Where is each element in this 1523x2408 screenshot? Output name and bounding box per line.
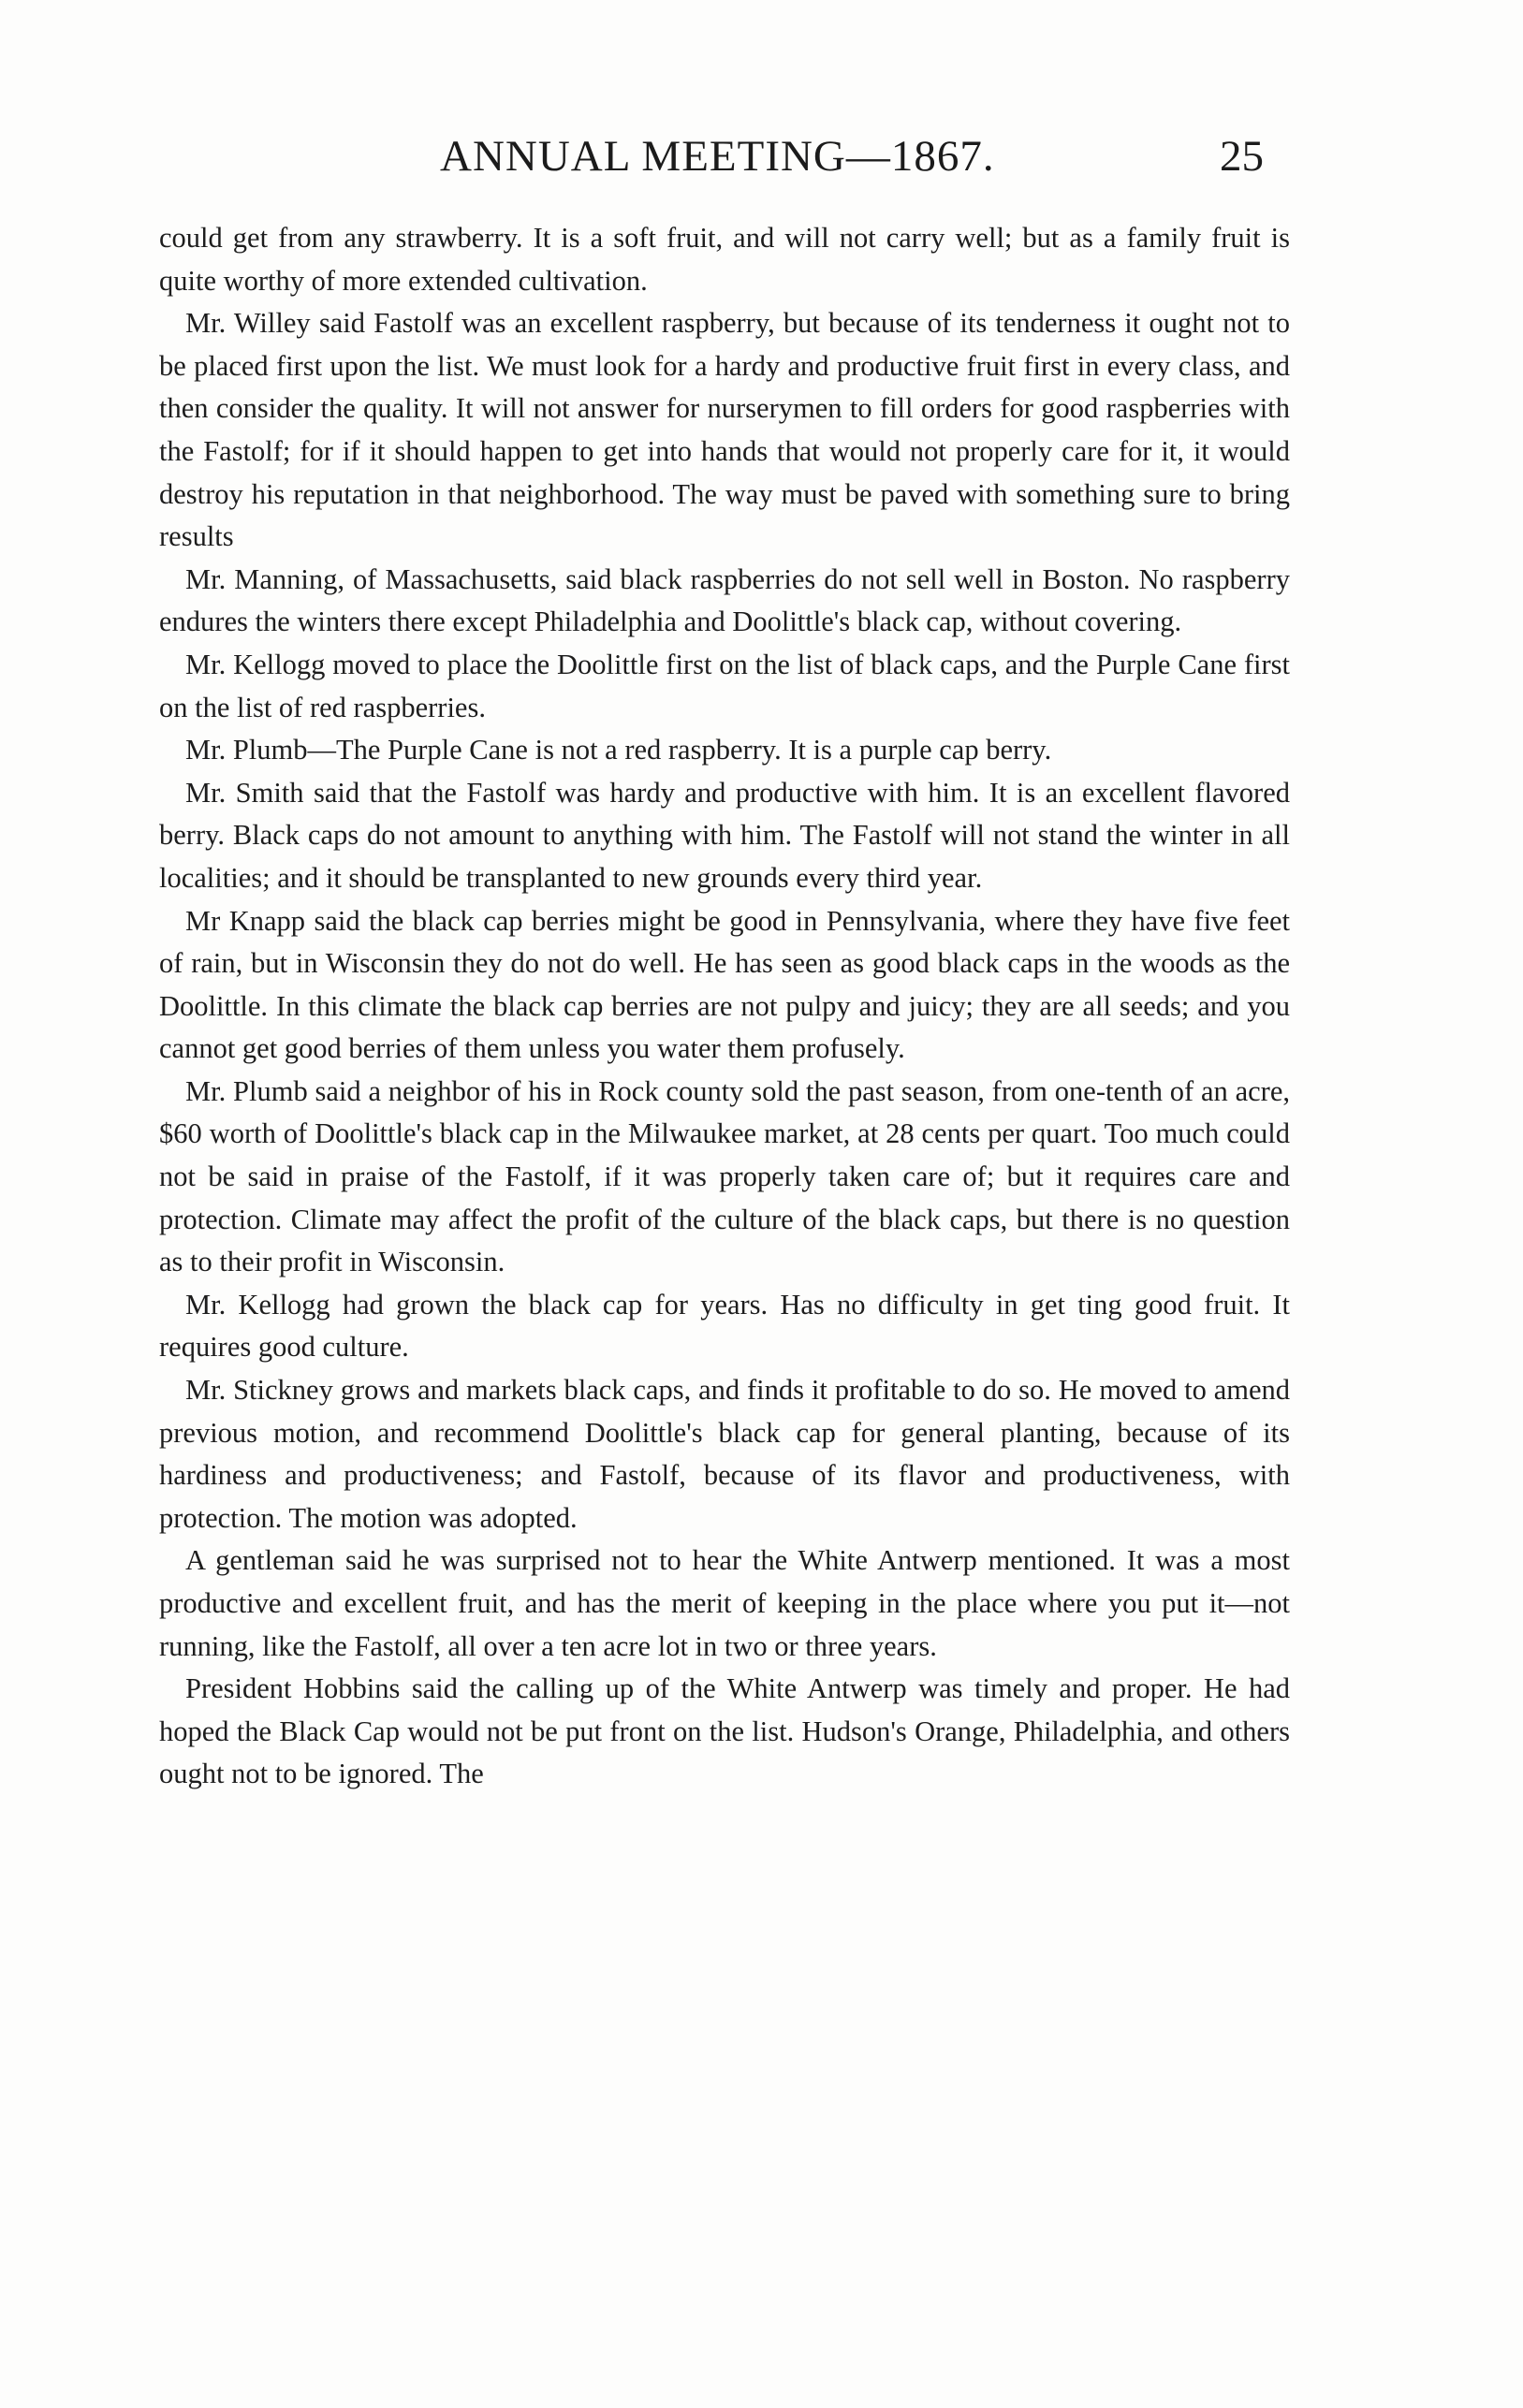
paragraph: A gentleman said he was surprised not to hear the White Antwerp mentioned. It was a most productive and excellent fruit, and has the merit of keeping in the place where you put it—not running, like the Fastolf, all over a ten acre lot in two or three years. [159,1544,1290,1662]
paragraph: Mr. Manning, of Massachusetts, said black raspberries do not sell well in Boston. No raspberry endures the winters there except Philadelphia and Doolittle's black cap, without covering. [159,562,1290,638]
paragraph: Mr. Stickney grows and markets black caps, and finds it profitable to do so. He moved to amend previous motion, and recommend Doolittle's black cap for general planting, because of its hardiness and productiveness; and Fastolf, because of its flavor and productiveness, with protection. The motion was adopted. [159,1374,1290,1534]
page-number: 25 [1220,132,1264,181]
paragraph: Mr. Kellogg moved to place the Doolittle first on the list of black caps, and the Purple Cane first on the list of red raspberries. [159,648,1290,723]
paragraph: Mr. Plumb—The Purple Cane is not a red raspberry. It is a purple cap berry. [185,734,1052,766]
body-text [159,217,1290,1796]
paragraph: could get from any strawberry. It is a soft fruit, and will not carry well; but as a family fruit is quite worthy of more extended cultivation. [159,222,1290,297]
running-title: ANNUAL MEETING—1867. [440,132,995,181]
paragraph: Mr Knapp said the black cap berries might be good in Pennsylvania, where they have five feet of rain, but in Wisconsin they do not do well. He has seen as good black caps in the woods as the Doolittle. In this climate the black cap berries are not pulpy and juicy; they are all seeds; and you cannot get good berries of them unless you water them profusely. [159,904,1290,1065]
paragraph: President Hobbins said the calling up of the White Antwerp was timely and proper. He had hoped the Black Cap would not be put front on the list. Hudson's Orange, Philadelphia, and others ought not to be ignored. The [159,1672,1290,1790]
paragraph: Mr. Kellogg had grown the black cap for years. Has no difficulty in get ting good fruit. It requires good culture. [159,1288,1290,1364]
page-header [159,131,1264,206]
paragraph: Mr. Willey said Fastolf was an excellent raspberry, but because of its tenderness it ought not to be placed first upon the list. We must look for a hardy and productive fruit first in every class, and then consider the quality. It will not answer for nurserymen to fill orders for good raspberries with the Fastolf; for if it should happen to get into hands that would not properly care for it, it would destroy his reputation in that neighborhood. The way must be paved with something sure to bring results [159,307,1290,553]
paragraph: Mr. Smith said that the Fastolf was hardy and productive with him. It is an excellent flavored berry. Black caps do not amount to anything with him. The Fastolf will not stand the winter in all localities; and it should be transplanted to new grounds every third year. [159,776,1290,894]
paragraph: Mr. Plumb said a neighbor of his in Rock county sold the past season, from one-tenth of an acre, $60 worth of Doolittle's black cap in the Milwaukee market, at 28 cents per quart. Too much could not be said in praise of the Fastolf, if it was properly taken care of; but it requires care and protection. Climate may affect the profit of the culture of the black caps, but there is no question as to their profit in Wisconsin. [159,1074,1290,1278]
